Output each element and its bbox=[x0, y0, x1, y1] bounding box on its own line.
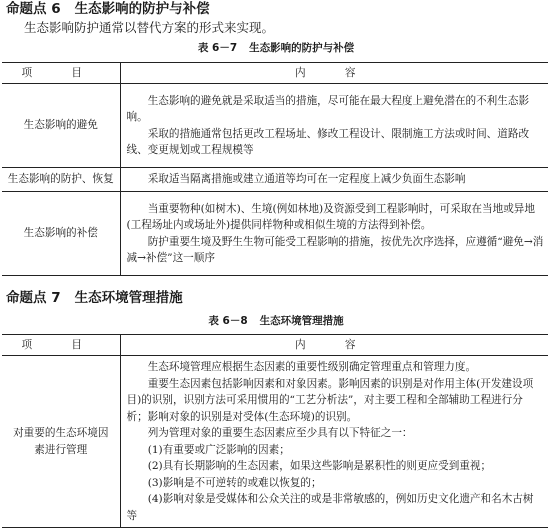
content-paragraph: 采取的措施通常包括更改工程场址、修改工程设计、限制施工方法或时间、道路改线、变更规划或工程规模等 bbox=[126, 127, 530, 156]
table-caption-6-7 bbox=[0, 41, 552, 55]
content-paragraph: 列为管理对象的重要生态因素应至少具有以下特征之一： bbox=[147, 427, 413, 439]
table-6-7 bbox=[2, 62, 548, 276]
table-row bbox=[2, 84, 548, 168]
intro-paragraph: 生态影响防护通常以替代方案的形式来实现。 bbox=[24, 20, 275, 35]
row-content bbox=[120, 356, 548, 528]
content-paragraph: 防护重要生境及野生生物可能受工程影响的措施，按优先次序选择，应遵循“避免→消减→补偿”这一顺序 bbox=[126, 235, 544, 264]
table-row bbox=[2, 168, 548, 192]
header-content: 内 容 bbox=[120, 335, 548, 356]
list-item: (4)影响对象是受媒体和公众关注的或是非常敏感的，例如历史文化遗产和名木古树等 bbox=[126, 493, 534, 522]
row-content bbox=[120, 192, 548, 276]
table-header-row bbox=[2, 335, 548, 356]
list-item: (3)影响是不可逆转的或难以恢复的； bbox=[147, 476, 322, 489]
row-item: 生态影响的补偿 bbox=[2, 192, 120, 276]
row-content bbox=[120, 168, 548, 192]
header-item: 项 目 bbox=[2, 335, 120, 356]
table-header-row bbox=[2, 63, 548, 84]
table-row bbox=[2, 356, 548, 528]
section-number: 命题点 6 bbox=[6, 1, 61, 17]
header-content: 内 容 bbox=[120, 63, 548, 84]
content-paragraph: 生态环境管理应根据生态因素的重要性级别确定管理重点和管理力度。 bbox=[147, 361, 477, 373]
content-paragraph: 重要生态因素包括影响因素和对象因素。影响因素的识别是对作用主体(开发建设项目)的识别，识别方法可采用惯用的“工艺分析法”，对主要工程和全部辅助工程进行分析；影响对象的识别是对受体(生态环境)的识别。 bbox=[126, 377, 534, 423]
table-title: 生态环境管理措施 bbox=[259, 315, 344, 327]
row-item: 生态影响的防护、恢复 bbox=[2, 168, 120, 192]
content-paragraph: 当重要物种(如树木)、生境(例如林地)及资源受到工程影响时，可采取在当地或异地(工程场址内或场址外)提供同样物种或相似生境的方法得到补偿。 bbox=[126, 202, 535, 231]
table-caption-6-8 bbox=[0, 314, 552, 328]
list-item: (1)有重要或广泛影响的因素； bbox=[147, 443, 290, 456]
header-item: 项 目 bbox=[2, 63, 120, 84]
content-paragraph: 采取适当隔离措施或建立通道等均可在一定程度上减少负面生态影响 bbox=[147, 173, 466, 186]
section-title: 生态环境管理措施 bbox=[74, 290, 183, 306]
list-item: (2)具有长期影响的生态因素，如果这些影响是累积性的则更应受到重视； bbox=[147, 460, 492, 472]
table-number: 表 6－7 bbox=[197, 42, 238, 54]
row-content bbox=[120, 84, 548, 168]
section-title: 生态影响的防护与补偿 bbox=[74, 1, 210, 17]
row-item: 对重要的生态环境因素进行管理 bbox=[2, 356, 120, 528]
content-paragraph: 生态影响的避免就是采取适当的措施，尽可能在最大程度上避免潜在的不利生态影响。 bbox=[126, 94, 530, 123]
table-row bbox=[2, 192, 548, 276]
section-heading-6 bbox=[6, 0, 210, 18]
table-number: 表 6－8 bbox=[208, 315, 248, 327]
table-title: 生态影响的防护与补偿 bbox=[249, 42, 355, 54]
table-6-8 bbox=[2, 334, 548, 528]
section-heading-7 bbox=[6, 289, 183, 307]
row-item: 生态影响的避免 bbox=[2, 84, 120, 168]
section-number: 命题点 7 bbox=[6, 290, 61, 306]
